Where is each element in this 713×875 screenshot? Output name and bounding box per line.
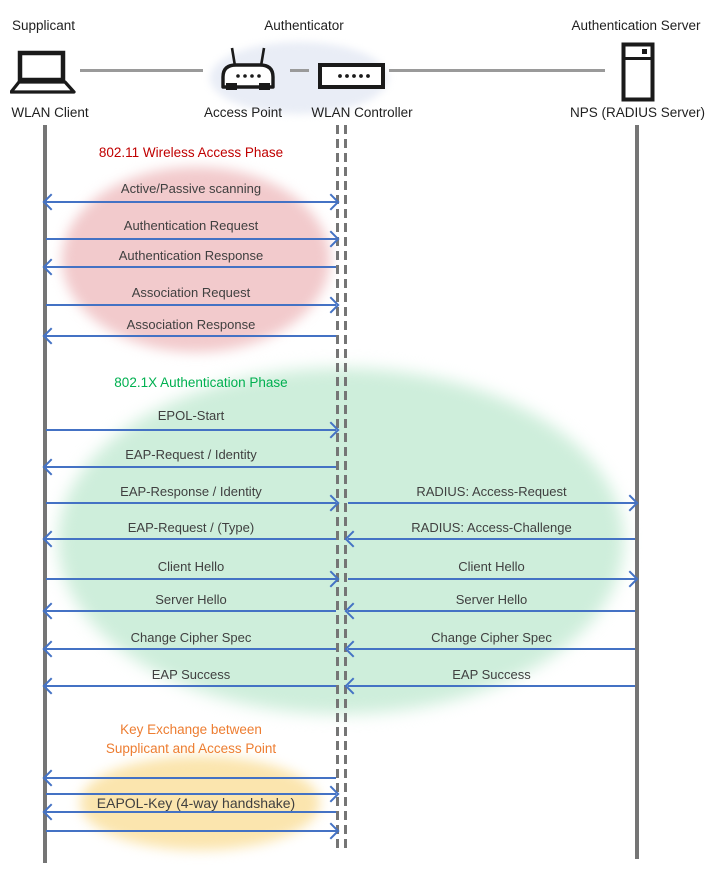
msg-label-authentication-request: Authentication Request xyxy=(123,218,259,233)
msg-label-radius-access-challenge: RADIUS: Access-Challenge xyxy=(411,520,572,535)
phase2-title: 802.1X Authentication Phase xyxy=(114,375,288,390)
phase1-title: 802.11 Wireless Access Phase xyxy=(98,145,284,160)
msg-label-eap-request-type: EAP-Request / (Type) xyxy=(127,520,255,535)
laptop-icon xyxy=(10,50,76,100)
role-supplicant: Supplicant xyxy=(12,18,76,33)
msg-label-eap-response-identity: EAP-Response / Identity xyxy=(120,484,262,499)
arrow-epol-start xyxy=(45,423,337,436)
node-access-point: Access Point xyxy=(203,105,283,120)
msg-label-association-response: Association Response xyxy=(126,317,256,332)
arrow-eap-request-type xyxy=(45,532,337,545)
msg-label-epol-start: EPOL-Start xyxy=(157,408,225,423)
role-authentication-server: Authentication Server xyxy=(571,18,701,33)
connector-client-ap xyxy=(80,69,203,72)
arrow-eapol-key-3 xyxy=(45,805,337,818)
phase3-title-line2: Supplicant and Access Point xyxy=(105,741,277,756)
msg-label-server-hello: Server Hello xyxy=(155,592,227,607)
node-wlan-controller: WLAN Controller xyxy=(311,105,413,120)
msg-label-client-hello: Client Hello xyxy=(157,559,225,574)
msg-label-eap-success: EAP Success xyxy=(151,667,231,682)
msg-label-client-hello-server-span: Client Hello xyxy=(458,559,525,574)
arrow-active-passive-scanning xyxy=(45,195,337,208)
msg-label-association-request: Association Request xyxy=(131,285,251,300)
arrow-association-request xyxy=(45,298,337,311)
msg-label-eap-request-identity: EAP-Request / Identity xyxy=(125,447,257,462)
arrow-authentication-response xyxy=(45,260,337,273)
node-nps-radius-server: NPS (RADIUS Server) xyxy=(569,105,706,120)
arrow-eap-response-identity xyxy=(45,496,337,509)
connector-controller-server xyxy=(389,69,605,72)
role-authenticator: Authenticator xyxy=(264,18,344,33)
msg-label-server-hello-server-span: Server Hello xyxy=(455,592,528,607)
arrow-radius-access-challenge xyxy=(347,532,636,545)
msg-label-active-passive-scanning: Active/Passive scanning xyxy=(120,181,262,196)
arrow-client-hello xyxy=(45,572,337,585)
connector-ap-controller xyxy=(290,69,309,72)
access-point-icon xyxy=(219,46,277,99)
arrow-radius-access-request xyxy=(347,496,636,509)
msg-label-eap-success-server-span: EAP Success xyxy=(452,667,531,682)
phase3-title-line1: Key Exchange between xyxy=(120,722,262,737)
arrow-eapol-key-1 xyxy=(45,771,337,784)
arrow-server-hello-server-span xyxy=(347,604,636,617)
node-wlan-client: WLAN Client xyxy=(11,105,89,120)
arrow-eap-success-server-span xyxy=(347,679,636,692)
msg-label-eapol-key: EAPOL-Key (4-way handshake) xyxy=(96,795,296,811)
arrow-change-cipher-spec-server-span xyxy=(347,642,636,655)
arrow-server-hello xyxy=(45,604,337,617)
arrow-authentication-request xyxy=(45,232,337,245)
msg-label-radius-access-request: RADIUS: Access-Request xyxy=(416,484,567,499)
arrow-association-response xyxy=(45,329,337,342)
msg-label-change-cipher-spec: Change Cipher Spec xyxy=(130,630,252,645)
msg-label-change-cipher-spec-server-span: Change Cipher Spec xyxy=(431,630,552,645)
arrow-eap-success xyxy=(45,679,337,692)
arrow-client-hello-server-span xyxy=(347,572,636,585)
arrow-eapol-key-4 xyxy=(45,824,337,837)
wlan-controller-icon xyxy=(318,63,386,95)
arrow-eap-request-identity xyxy=(45,460,337,473)
server-icon xyxy=(621,42,656,108)
msg-label-authentication-response: Authentication Response xyxy=(118,248,264,263)
arrow-change-cipher-spec xyxy=(45,642,337,655)
